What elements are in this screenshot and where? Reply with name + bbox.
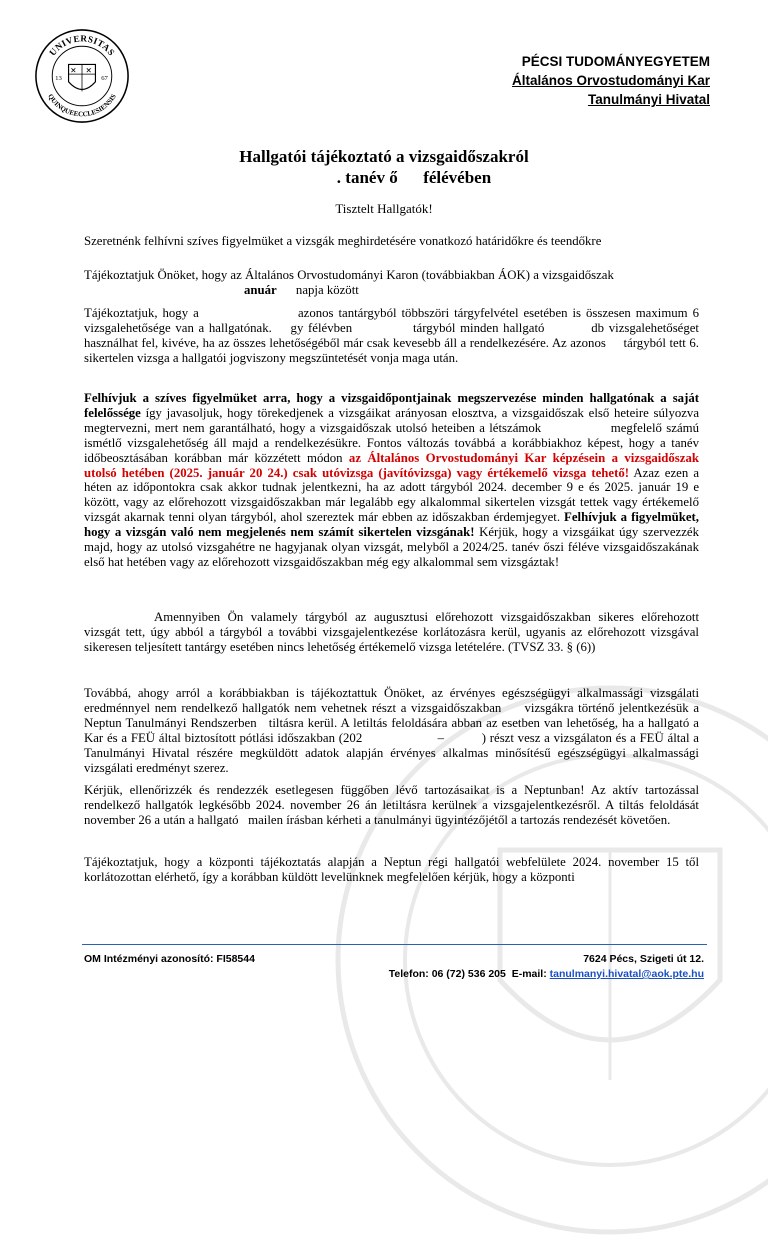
footer-divider: [82, 944, 707, 945]
logo-text-bottom: QUINQUEECCLESIENSIS: [46, 93, 118, 119]
greeting: Tisztelt Hallgatók!: [335, 201, 433, 216]
letterhead: [512, 52, 710, 109]
paragraph-4-text-3: Kérjük, hogy a vizsgáikat úgy szervezzék majd, hogy az utolsó vizsgahétre ne hagyjanak olyan vizsgát, melyből a 2024/25. tanév őszi féléve vizsgaidőszakának első hat hetében vagy az előrehozott vizsgaidőszakban még egy alkalommal sem vizsgáztak!: [84, 525, 699, 569]
paragraph-4: [84, 391, 703, 570]
document-title: [0, 146, 768, 188]
university-seal-logo: [34, 28, 130, 124]
paragraph-4-bold-1: Felhívjuk a szíves figyelmüket arra, hogy a vizsgaidőpontjainak megszervezése minden hallgatónak a saját felelőssége: [84, 391, 699, 420]
paragraph-2-month: anuár: [244, 282, 277, 297]
paragraph-8: Tájékoztatjuk, hogy a központi tájékoztatás alapján a Neptun régi hallgatói webfelülete 2024. november 15 től korlátozottan elérhető, így a korábban küldött levelünknek megfelelően kérjük, hogy a központi: [84, 855, 719, 884]
logo-year-right: 67: [101, 74, 108, 82]
paragraph-3: Tájékoztatjuk, hogy a azonos tantárgyból többszöri tárgyfelvétel esetében is összesen maximum 6 vizsgalehetősége van a hallgatónak. gy félévben tárgyból minden hallgató db vizsgalehetőséget használhat fel, kivéve, ha az összes lehetőségéből már csak kevesebb áll a rendelkezésére. Az azonos tárgyból tett 6. sikertelen vizsga a hallgatói jogviszony megszüntetését vonja maga után.: [84, 306, 703, 365]
om-identifier: OM Intézményi azonosító: FI58544: [84, 953, 255, 965]
title-line-2: . tanév ő félévében: [336, 168, 492, 187]
contact-line: [389, 968, 704, 980]
paragraph-2-between: napja között: [295, 282, 359, 297]
paragraph-7: Kérjük, ellenőrizzék és rendezzék esetlegesen függőben lévő tartozásaikat is a Neptunban! Az aktív tartozással rendelkező hallgatók legkésőbb 2024. november 26 án letiltásra kerülnek a vizsgajelentkezésről. A tiltás feloldását november 26 a után a hallgató mailen írásban kérheti a tanulmányi ügyintézőjétől a tartozás rendezését követően.: [84, 783, 703, 827]
logo-year-left: 13: [55, 74, 62, 82]
paragraph-2-line-1: Tájékoztatjuk Önöket, hogy az Általános Orvostudományi Karon (továbbiakban ÁOK) a vizsgaidőszak: [84, 268, 614, 282]
paragraph-1: Szeretnénk felhívni szíves figyelmüket a vizsgák meghirdetésére vonatkozó határidőkre és teendőkre: [84, 234, 602, 248]
paragraph-5: Amennyiben Ön valamely tárgyból az augusztusi előrehozott vizsgaidőszakban sikeres előrehozott vizsgát tett, úgy abból a tárgyból a további vizsgajelentkezése korlátozásra kerül, ugyanis az előrehozott vizsgával sikeresen teljesített tantárgy esetében nincs lehetőség értékemelő vizsga letételére. (TVSZ 33. § (6)): [84, 610, 699, 654]
paragraph-6: Továbbá, ahogy arról a korábbiakban is tájékoztattuk Önöket, az érvényes egészségügyi alkalmassági vizsgálati eredménnyel nem rendelkező hallgatók nem vehetnek részt a vizsgaidőszakban vizsgákra történő jelentkezésük a Neptun Tanulmányi Rendszerben tiltásra kerül. A letiltás feloldására abban az esetben van lehetőség, ha a hallgató a Kar és a FEÜ által biztosított pótlási időszakban (202 – ) részt vesz a vizsgálaton és a FEÜ által a Tanulmányi Hivatal részére megküldött adatok alapján érvényes alkalmas minősítésű egészségügyi alkalmassági vizsgálati eredményt szerez.: [84, 686, 703, 775]
address: 7624 Pécs, Szigeti út 12.: [583, 953, 704, 965]
faculty-name: Általános Orvostudományi Kar: [511, 73, 710, 88]
university-name: PÉCSI TUDOMÁNYEGYETEM: [521, 54, 710, 69]
paragraph-4-red-notice: az Általános Orvostudományi Kar képzésein a vizsgaidőszak utolsó hetében (2025. január 20 24.) csak utóvizsga (javítóvizsga) vagy értékemelő vizsga tehető!: [84, 450, 699, 480]
paragraph-intro: [84, 234, 699, 249]
title-line-1: Hallgatói tájékoztató a vizsgaidőszakról: [239, 147, 529, 166]
paragraph-4-text-1: így javasoljuk, hogy törekedjenek a vizsgáikat arányosan elosztva, a vizsgaidőszak első heteire súlyozva megtervezni, mert nem garantálható, hogy a vizsgaidőszak utolsó heteiben a létszámok megfelelő számú ismétlő vizsgalehetőség áll majd a rendelkezésükre. Fontos változás továbbá a korábbiakhoz képest, hogy a tanév időbeosztásában korábban már közzétett módon: [84, 405, 703, 465]
paragraph-exam-period: [84, 268, 699, 298]
email-label: E-mail:: [511, 968, 547, 980]
paragraph-4-bold-2: Felhívjuk a figyelmüket, hogy a vizsgán való nem megjelenés nem számít sikertelen vizsgának!: [84, 510, 699, 540]
office-name: Tanulmányi Hivatal: [587, 92, 710, 107]
paragraph-4-text-2: Azaz ezen a héten az időpontokra csak akkor tudnak jelentkezni, ha az adott tárgyból 2024. december 9 e és 2025. január 19 e között, vagy az előrehozott vizsgaidőszakban már legalább egy alkalommal sikertelen vizsgát tettek vagy értékemelő vizsgát akarnak tenni olyan tárgyból, ahol szereztek már ebben az időszakban érdemjegyet.: [84, 465, 699, 525]
logo-text-top: UNIVERSITAS: [47, 33, 117, 58]
phone: Telefon: 06 (72) 536 205: [388, 968, 506, 980]
email-link[interactable]: tanulmanyi.hivatal@aok.pte.hu: [549, 968, 704, 980]
